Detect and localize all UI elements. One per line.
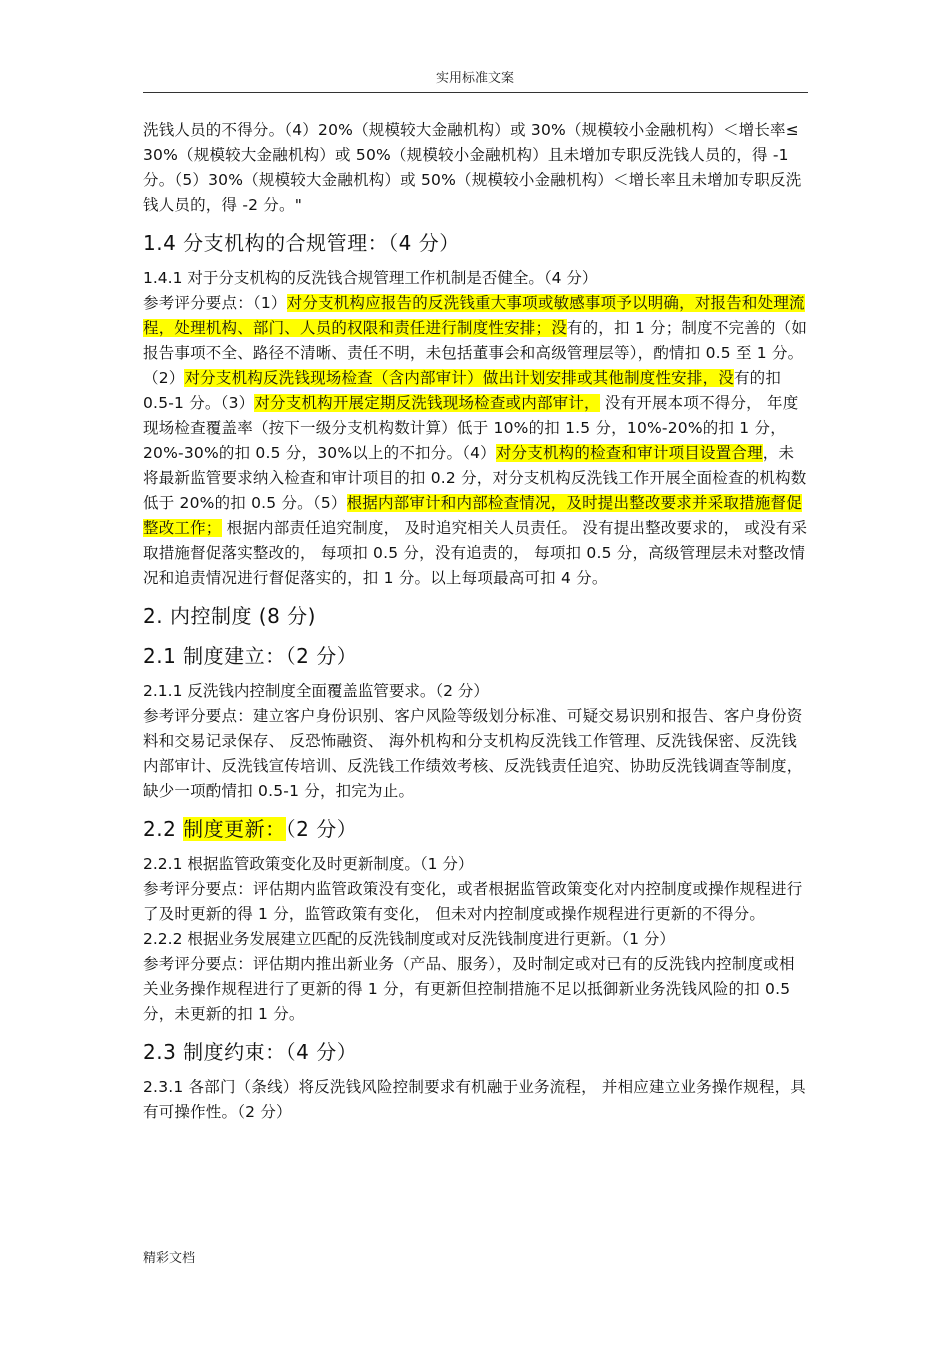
document-body xyxy=(143,118,808,1125)
highlighted-heading-text: 制度更新： xyxy=(183,817,286,841)
section-2-2-heading xyxy=(143,814,808,844)
heading-score: （2 分） xyxy=(285,817,358,841)
intro-paragraph: 洗钱人员的不得分。（4）20%（规模较大金融机构）或 30%（规模较小金融机构）＜增长率≤ 30%（规模较大金融机构）或 50%（规模较小金融机构）且未增加专职反洗钱人员的，得 -1 分。（5）30%（规模较大金融机构）或 50%（规模较小金融机构）＜增长率且未增加专职反洗钱人员的，得 -2 分。" xyxy=(143,121,802,214)
section-1-4-paragraph xyxy=(143,291,808,591)
item-1-4-1: 1.4.1 对于分支机构的反洗钱合规管理工作机制是否健全。（4 分） xyxy=(143,269,598,287)
section-2-2-1-paragraph: 参考评分要点：评估期内监管政策没有变化，或者根据监管政策变化对内控制度或操作规程进行了及时更新的得 1 分，监管政策有变化， 但未对内控制度或操作规程进行更新的不得分。 xyxy=(143,880,803,923)
item-2-2-1: 2.2.1 根据监管政策变化及时更新制度。（1 分） xyxy=(143,855,474,873)
item-2-2-2: 2.2.2 根据业务发展建立匹配的反洗钱制度或对反洗钱制度进行更新。（1 分） xyxy=(143,930,675,948)
item-2-3-1: 2.3.1 各部门（条线）将反洗钱风险控制要求有机融于业务流程， 并相应建立业务操作规程，具有可操作性。（2 分） xyxy=(143,1078,806,1121)
section-2-3-heading: 2.3 制度约束：（4 分） xyxy=(143,1040,358,1064)
text-run: 没有开展本项不得分， 年度现场检查覆盖率（按下一级分支机构数计算）低于 10%的扣 1.5 分，10%-20%的扣 1 分，20%-30%的扣 0.5 分，30%以上的不扣分。（4） xyxy=(143,394,799,462)
section-2-1-paragraph: 参考评分要点：建立客户身份识别、客户风险等级划分标准、可疑交易识别和报告、客户身份资料和交易记录保存、 反恐怖融资、 海外机构和分支机构反洗钱工作管理、反洗钱保密、反洗钱内部审计、反洗钱宣传培训、反洗钱工作绩效考核、反洗钱责任追究、协助反洗钱调查等制度， 缺少一项酌情扣 0.5-1 分，扣完为止。 xyxy=(143,707,803,800)
section-2-heading: 2. 内控制度 (8 分) xyxy=(143,604,316,628)
text-run: ，未将最新监管要求纳入检查和审计项目的扣 0.2 分，对分支机构反洗钱工作开展全面检查的机构数低于 20%的扣 0.5 分。（5） xyxy=(143,444,807,512)
text-run: 参考评分要点：（1） xyxy=(143,294,287,312)
page-footer-text: 精彩文档 xyxy=(143,1251,196,1266)
highlighted-text: 对分支机构应报告的反洗钱重大事项或敏感事项予以明确，对报告和处理流程，处理机构、部门、人员的权限和责任进行制度性安排；没 xyxy=(143,294,805,337)
page-header-title: 实用标准文案 xyxy=(435,71,514,86)
section-2-1-heading: 2.1 制度建立：（2 分） xyxy=(143,644,358,668)
header-divider xyxy=(143,92,808,93)
text-run: 有的，扣 1 分；制度不完善的（如报告事项不全、路径不清晰、责任不明，未包括董事会和高级管理层等），酌情扣 0.5 至 1 分。（2） xyxy=(143,319,808,387)
highlighted-text: 对分支机构开展定期反洗钱现场检查或内部审计， xyxy=(254,394,600,412)
text-run: 根据内部责任追究制度， 及时追究相关人员责任。 没有提出整改要求的， 或没有采取措施督促落实整改的， 每项扣 0.5 分，没有追责的， 每项扣 0.5 分，高级管理层未对整改情况和追责情况进行督促落实的，扣 1 分。以上每项最高可扣 4 分。 xyxy=(143,519,808,587)
item-2-1-1: 2.1.1 反洗钱内控制度全面覆盖监管要求。（2 分） xyxy=(143,682,489,700)
text-run: 有的扣 0.5-1 分。（3） xyxy=(143,369,782,412)
section-2-2-2-paragraph: 参考评分要点：评估期内推出新业务（产品、服务），及时制定或对已有的反洗钱内控制度或相关业务操作规程进行了更新的得 1 分，有更新但控制措施不足以抵御新业务洗钱风险的扣 0.5 分，未更新的扣 1 分。 xyxy=(143,955,795,1023)
highlighted-text: 根据内部审计和内部检查情况，及时提出整改要求并采取措施督促整改工作； xyxy=(143,494,802,537)
highlighted-text: 对分支机构反洗钱现场检查（含内部审计）做出计划安排或其他制度性安排，没 xyxy=(184,369,734,387)
highlighted-text: 对分支机构的检查和审计项目设置合理 xyxy=(495,444,763,462)
heading-number: 2.2 xyxy=(143,817,184,841)
section-1-4-heading: 1.4 分支机构的合规管理：（4 分） xyxy=(143,231,460,255)
